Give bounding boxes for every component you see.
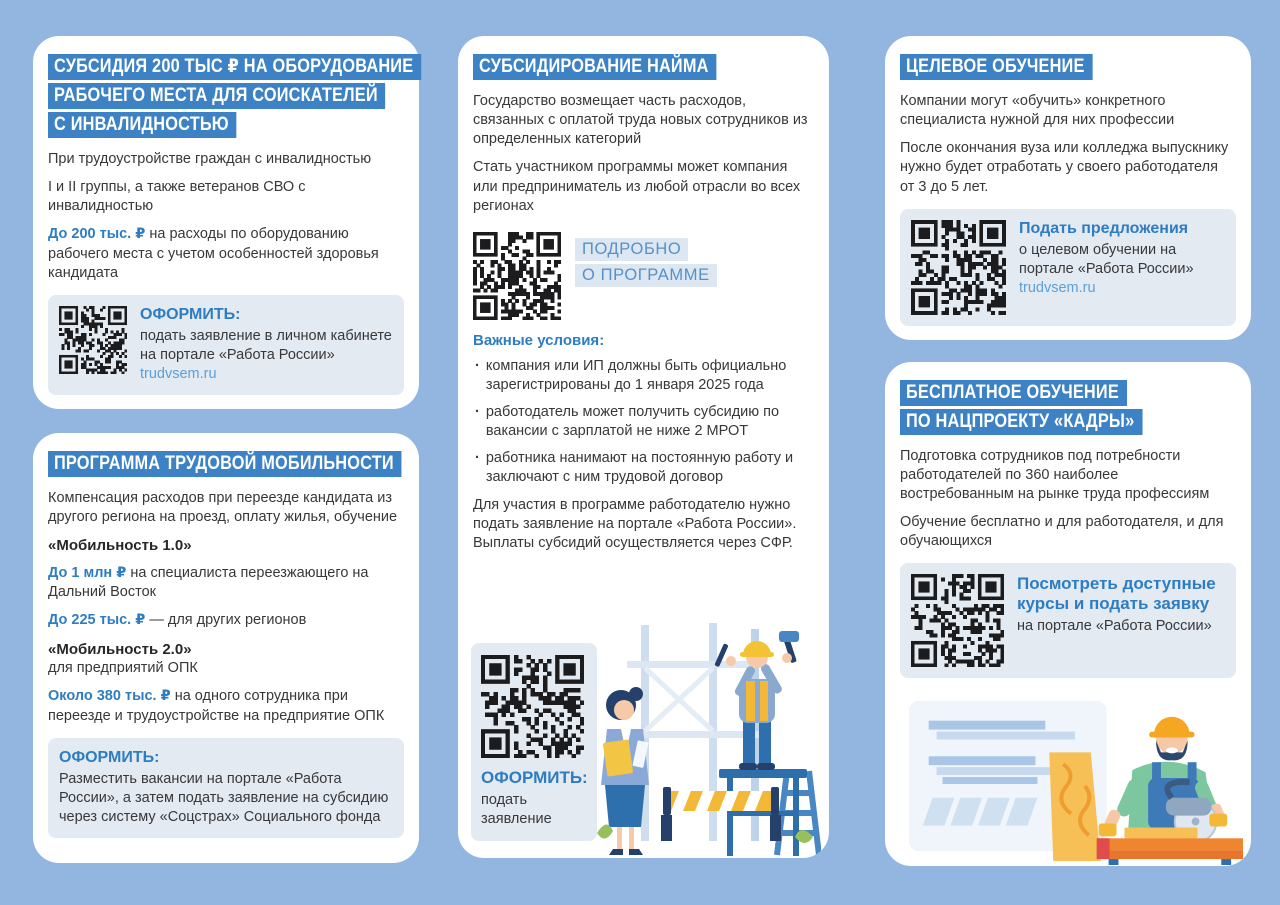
card-title-disability-subsidy <box>48 54 414 138</box>
paragraph <box>48 687 404 725</box>
card-title-line: С ИНВАЛИДНОСТЬЮ <box>48 112 237 138</box>
list-item: · компания или ИП должны быть официально зарегистрированы до 1 января 2025 года <box>473 357 814 395</box>
action-text: на портале «Работа России» <box>1017 618 1212 635</box>
paragraph: Обучение бесплатно и для работодателя, и для обучающихся <box>900 514 1224 550</box>
card-title-free-training <box>900 380 1236 435</box>
action-box <box>48 295 404 395</box>
card-title-line: СУБСИДИРОВАНИЕ НАЙМА <box>473 54 716 80</box>
action-box <box>900 563 1236 678</box>
card-hiring-subsidy <box>458 36 829 858</box>
action-label: ОФОРМИТЬ: <box>481 767 588 787</box>
qr-caption-line: ПОДРОБНО <box>575 238 688 261</box>
amount-accent: До 1 млн ₽ <box>48 565 127 582</box>
mobility-1-title: «Мобильность 1.0» <box>48 537 192 555</box>
card-title-line: РАБОЧЕГО МЕСТА ДЛЯ СОИСКАТЕЛЕЙ <box>48 83 385 109</box>
action-label: ОФОРМИТЬ: <box>59 748 160 766</box>
program-details-qr-block <box>473 232 814 320</box>
carpenter-illustration-svg <box>903 694 1243 866</box>
qr-caption <box>575 232 717 290</box>
paragraph-rest: на специалиста переезжающего на Дальний Восток <box>48 565 369 601</box>
action-box <box>48 738 404 838</box>
amount-accent: Около 380 тыс. ₽ <box>48 688 171 705</box>
card-free-training <box>885 362 1251 866</box>
paragraph: При трудоустройстве граждан с инвалидностью <box>48 151 372 167</box>
list-item: · работника нанимают на постоянную работу и заключают с ним трудовой договор <box>473 449 814 487</box>
trudvsem-link[interactable]: trudvsem.ru <box>140 366 217 382</box>
paragraph <box>48 611 404 630</box>
paragraph: После окончания вуза или колледжа выпускнику нужно будет отработать у своего работодателя от 3 до 5 лет. <box>900 140 1229 195</box>
card-title-hiring-subsidy <box>473 54 814 80</box>
workbench <box>1097 827 1243 865</box>
action-body <box>1017 574 1225 636</box>
action-label: Посмотреть доступные курсы и подать заявку <box>1017 574 1216 614</box>
paragraph: I и II группы, а также ветеранов СВО с инвалидностью <box>48 179 306 215</box>
qr-code-free-training <box>911 574 1004 667</box>
card-title-line: БЕСПЛАТНОЕ ОБУЧЕНИЕ <box>900 380 1127 406</box>
qr-code-disability-subsidy <box>59 306 127 374</box>
action-box <box>900 209 1236 326</box>
paragraph <box>48 225 404 282</box>
qr-caption-line: О ПРОГРАММЕ <box>575 264 717 287</box>
paragraph: Государство возмещает часть расходов, связанных с оплатой труда новых сотрудников из определенных категорий <box>473 93 808 148</box>
action-label: Подать предложения <box>1019 219 1189 237</box>
column-middle <box>458 36 829 858</box>
amount-accent: До 200 тыс. ₽ <box>48 226 146 243</box>
trudvsem-link[interactable]: trudvsem.ru <box>1019 279 1096 296</box>
card-mobility-program <box>33 433 419 863</box>
card-title-targeted-training <box>900 54 1236 80</box>
card-title-line: СУБСИДИЯ 200 ТЫС ₽ НА ОБОРУДОВАНИЕ <box>48 54 421 80</box>
card-title-line: ПРОГРАММА ТРУДОВОЙ МОБИЛЬНОСТИ <box>48 451 402 477</box>
list-item: · работодатель может получить субсидию по вакансии с зарплатой не ниже 2 МРОТ <box>473 403 814 441</box>
mobility-2-title: «Мобильность 2.0» <box>48 640 192 658</box>
column-left <box>33 36 419 863</box>
paragraph <box>48 564 404 602</box>
card-targeted-training <box>885 36 1251 340</box>
card-title-line: ПО НАЦПРОЕКТУ «КАДРЫ» <box>900 409 1142 435</box>
action-box <box>471 643 597 841</box>
action-body <box>140 306 393 384</box>
paragraph: Компенсация расходов при переезде кандидата из другого региона на проезд, оплату жилья, обучение <box>48 490 398 526</box>
card-title-line: ЦЕЛЕВОЕ ОБУЧЕНИЕ <box>900 54 1092 80</box>
qr-code-targeted-training <box>911 220 1006 315</box>
action-text <box>140 327 393 384</box>
mobility-2-subtitle: для предприятий ОПК <box>48 660 198 677</box>
action-text: о целевом обучении на портале «Работа России» <box>1019 241 1194 277</box>
action-text: Разместить вакансии на портале «Работа России», а затем подать заявление на субсидию через систему «Соцстрах» Социального фонда <box>59 770 389 825</box>
paragraph-rest: на одного сотрудника при переезде и трудоустройстве на предприятие ОПК <box>48 688 385 724</box>
qr-code-program-details <box>473 232 561 320</box>
paragraph: Для участия в программе работодателю нужно подать заявление на портале «Работа России». Выплаты субсидий осуществляется через СФР. <box>473 496 797 551</box>
construction-illustration-svg <box>591 623 821 858</box>
action-text-main: подать заявление в личном кабинете на портале «Работа России» <box>140 327 392 363</box>
paragraph-rest: на расходы по оборудованию рабочего места с учетом особенностей здоровья кандидата <box>48 226 379 281</box>
paragraph: Компании могут «обучить» конкретного специалиста нужной для них профессии <box>900 93 1175 129</box>
column-right <box>885 36 1251 866</box>
amount-accent: До 225 тыс. ₽ <box>48 612 146 629</box>
qr-code-apply <box>481 655 584 758</box>
paragraph: Стать участником программы может компания или предприниматель из любой отрасли во всех регионах <box>473 159 801 214</box>
action-body <box>1019 220 1225 298</box>
paragraph: Подготовка сотрудников под потребности работодателей по 360 наиболее востребованным на рынке труда профессиям <box>900 447 1210 502</box>
paragraph-rest: — для других регионов <box>145 612 307 629</box>
card-disability-subsidy <box>33 36 419 409</box>
action-text: подать заявление <box>481 791 552 827</box>
card-title-mobility-program <box>48 451 404 477</box>
conditions-title: Важные условия: <box>473 331 605 349</box>
construction-illustration <box>591 623 821 858</box>
carpenter-illustration <box>893 694 1243 866</box>
action-label: ОФОРМИТЬ: <box>140 305 241 323</box>
